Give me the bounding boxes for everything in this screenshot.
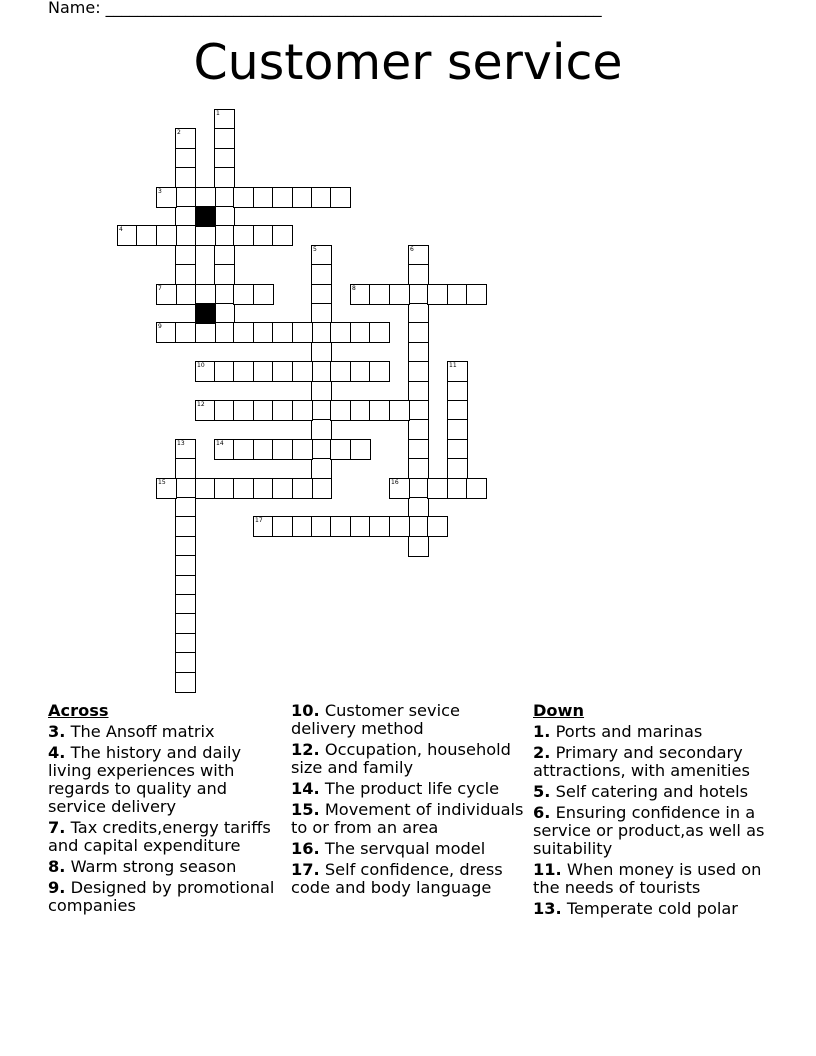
grid-cell[interactable] — [408, 245, 429, 266]
grid-cell[interactable] — [447, 478, 468, 499]
cell-number: 6 — [410, 246, 414, 253]
grid-cell[interactable] — [311, 284, 332, 305]
grid-cell[interactable] — [175, 284, 196, 305]
grid-black-cell — [195, 206, 216, 227]
grid-cell[interactable] — [292, 322, 313, 343]
across-heading: Across — [48, 701, 109, 720]
grid-cell[interactable] — [350, 439, 371, 460]
grid-cell[interactable] — [311, 303, 332, 324]
grid-cell[interactable] — [447, 381, 468, 402]
grid-cell[interactable] — [175, 536, 196, 557]
clue-down-1: 1. Ports and marinas — [533, 722, 703, 741]
grid-cell[interactable] — [175, 478, 196, 499]
grid-cell[interactable] — [272, 225, 293, 246]
grid-cell[interactable] — [311, 419, 332, 440]
grid-cell[interactable] — [311, 245, 332, 266]
grid-cell[interactable] — [408, 536, 429, 557]
grid-cell[interactable] — [292, 361, 313, 382]
grid-cell[interactable] — [195, 361, 216, 382]
grid-cell[interactable] — [369, 284, 390, 305]
grid-cell[interactable] — [175, 206, 196, 227]
grid-cell[interactable] — [175, 594, 196, 615]
cell-number: 11 — [449, 362, 457, 369]
grid-cell[interactable] — [272, 439, 293, 460]
grid-cell[interactable] — [272, 400, 293, 421]
cell-number: 9 — [158, 323, 162, 330]
cell-number: 4 — [119, 226, 123, 233]
grid-cell[interactable] — [272, 322, 293, 343]
grid-cell[interactable] — [253, 439, 274, 460]
grid-cell[interactable] — [311, 439, 332, 460]
grid-black-cell — [195, 303, 216, 324]
grid-cell[interactable] — [214, 245, 235, 266]
clue-across-12: 12. Occupation, household size and family — [291, 740, 511, 777]
cell-number: 14 — [216, 440, 224, 447]
grid-cell[interactable] — [253, 516, 274, 537]
clue-across-3: 3. The Ansoff matrix — [48, 722, 215, 741]
cell-number: 12 — [197, 401, 205, 408]
grid-cell[interactable] — [369, 361, 390, 382]
grid-cell[interactable] — [195, 225, 216, 246]
grid-cell[interactable] — [311, 342, 332, 363]
grid-cell[interactable] — [272, 516, 293, 537]
grid-cell[interactable] — [427, 478, 448, 499]
grid-cell[interactable] — [175, 264, 196, 285]
clue-across-17: 17. Self confidence, dress code and body language — [291, 860, 503, 897]
grid-cell[interactable] — [214, 187, 235, 208]
grid-cell[interactable] — [175, 439, 196, 460]
grid-cell[interactable] — [214, 478, 235, 499]
grid-cell[interactable] — [195, 400, 216, 421]
cell-number: 8 — [352, 285, 356, 292]
grid-cell[interactable] — [156, 187, 177, 208]
cell-number: 10 — [197, 362, 205, 369]
grid-cell[interactable] — [292, 516, 313, 537]
grid-cell[interactable] — [311, 381, 332, 402]
grid-cell[interactable] — [233, 225, 254, 246]
grid-cell[interactable] — [350, 400, 371, 421]
grid-cell[interactable] — [253, 400, 274, 421]
clue-down-2: 2. Primary and secondary attractions, with amenities — [533, 743, 750, 780]
grid-cell[interactable] — [175, 555, 196, 576]
across-clues-column-2 — [291, 702, 527, 900]
grid-cell[interactable] — [311, 458, 332, 479]
grid-cell[interactable] — [156, 225, 177, 246]
grid-cell[interactable] — [214, 322, 235, 343]
grid-cell[interactable] — [292, 187, 313, 208]
grid-cell[interactable] — [214, 225, 235, 246]
grid-cell[interactable] — [408, 264, 429, 285]
grid-cell[interactable] — [175, 167, 196, 188]
clue-down-6: 6. Ensuring confidence in a service or product,as well as suitability — [533, 803, 765, 858]
grid-cell[interactable] — [253, 187, 274, 208]
grid-cell[interactable] — [233, 361, 254, 382]
grid-cell[interactable] — [408, 303, 429, 324]
grid-cell[interactable] — [447, 458, 468, 479]
grid-cell[interactable] — [175, 633, 196, 654]
grid-cell[interactable] — [175, 128, 196, 149]
grid-cell[interactable] — [214, 109, 235, 130]
grid-cell[interactable] — [214, 439, 235, 460]
down-heading: Down — [533, 701, 585, 720]
across-clues-column-1 — [48, 702, 284, 918]
grid-cell[interactable] — [447, 439, 468, 460]
grid-cell[interactable] — [350, 284, 371, 305]
grid-cell[interactable] — [408, 361, 429, 382]
grid-cell[interactable] — [175, 322, 196, 343]
grid-cell[interactable] — [311, 516, 332, 537]
grid-cell[interactable] — [253, 322, 274, 343]
down-clues-column — [533, 702, 769, 921]
grid-cell[interactable] — [350, 361, 371, 382]
cell-number: 5 — [313, 246, 317, 253]
grid-cell[interactable] — [175, 613, 196, 634]
cell-number: 16 — [391, 479, 399, 486]
grid-cell[interactable] — [175, 458, 196, 479]
clue-across-10: 10. Customer sevice delivery method — [291, 701, 460, 738]
clue-down-13: 13. Temperate cold polar — [533, 899, 738, 918]
grid-cell[interactable] — [427, 516, 448, 537]
cell-number: 1 — [216, 110, 220, 117]
grid-cell[interactable] — [408, 419, 429, 440]
grid-cell[interactable] — [233, 187, 254, 208]
grid-cell[interactable] — [195, 187, 216, 208]
grid-cell[interactable] — [175, 652, 196, 673]
grid-cell[interactable] — [175, 148, 196, 169]
grid-cell[interactable] — [389, 400, 410, 421]
grid-cell[interactable] — [447, 361, 468, 382]
grid-cell[interactable] — [350, 322, 371, 343]
grid-cell[interactable] — [253, 225, 274, 246]
grid-cell[interactable] — [311, 361, 332, 382]
grid-cell[interactable] — [195, 478, 216, 499]
cell-number: 15 — [158, 479, 166, 486]
name-field-label: Name: ______________________________________________________________ — [48, 0, 602, 17]
grid-cell[interactable] — [311, 322, 332, 343]
grid-cell[interactable] — [408, 342, 429, 363]
grid-cell[interactable] — [214, 303, 235, 324]
grid-cell[interactable] — [156, 478, 177, 499]
grid-cell[interactable] — [253, 361, 274, 382]
grid-cell[interactable] — [175, 672, 196, 693]
grid-cell[interactable] — [330, 439, 351, 460]
grid-cell[interactable] — [292, 439, 313, 460]
grid-cell[interactable] — [117, 225, 138, 246]
grid-cell[interactable] — [292, 400, 313, 421]
grid-cell[interactable] — [272, 361, 293, 382]
grid-cell[interactable] — [447, 419, 468, 440]
grid-cell[interactable] — [466, 478, 487, 499]
grid-cell[interactable] — [408, 458, 429, 479]
grid-cell[interactable] — [272, 187, 293, 208]
clue-across-8: 8. Warm strong season — [48, 857, 237, 876]
grid-cell[interactable] — [214, 361, 235, 382]
grid-cell[interactable] — [408, 497, 429, 518]
grid-cell[interactable] — [330, 187, 351, 208]
grid-cell[interactable] — [408, 439, 429, 460]
grid-cell[interactable] — [350, 516, 371, 537]
cell-number: 7 — [158, 285, 162, 292]
grid-cell[interactable] — [233, 322, 254, 343]
cell-number: 17 — [255, 517, 263, 524]
grid-cell[interactable] — [175, 516, 196, 537]
grid-cell[interactable] — [214, 148, 235, 169]
clue-across-4: 4. The history and daily living experiences with regards to quality and service delivery — [48, 743, 242, 816]
grid-cell[interactable] — [214, 284, 235, 305]
grid-cell[interactable] — [233, 478, 254, 499]
grid-cell[interactable] — [175, 187, 196, 208]
page-title: Customer service — [193, 34, 623, 91]
grid-cell[interactable] — [408, 322, 429, 343]
grid-cell[interactable] — [292, 478, 313, 499]
grid-cell[interactable] — [369, 322, 390, 343]
clue-across-9: 9. Designed by promotional companies — [48, 878, 275, 915]
grid-cell[interactable] — [156, 322, 177, 343]
clue-across-15: 15. Movement of individuals to or from an area — [291, 800, 524, 837]
grid-cell[interactable] — [175, 225, 196, 246]
grid-cell[interactable] — [369, 400, 390, 421]
grid-cell[interactable] — [214, 128, 235, 149]
grid-cell[interactable] — [408, 516, 429, 537]
grid-cell[interactable] — [408, 381, 429, 402]
grid-cell[interactable] — [253, 284, 274, 305]
grid-cell[interactable] — [156, 284, 177, 305]
grid-cell[interactable] — [311, 478, 332, 499]
grid-cell[interactable] — [330, 400, 351, 421]
clue-across-14: 14. The product life cycle — [291, 779, 500, 798]
grid-cell[interactable] — [175, 575, 196, 596]
clue-across-16: 16. The servqual model — [291, 839, 486, 858]
grid-cell[interactable] — [233, 439, 254, 460]
grid-cell[interactable] — [330, 322, 351, 343]
grid-cell[interactable] — [408, 284, 429, 305]
grid-cell[interactable] — [389, 516, 410, 537]
grid-cell[interactable] — [447, 284, 468, 305]
grid-cell[interactable] — [389, 284, 410, 305]
grid-cell[interactable] — [136, 225, 157, 246]
grid-cell[interactable] — [214, 400, 235, 421]
grid-cell[interactable] — [311, 264, 332, 285]
grid-cell[interactable] — [369, 516, 390, 537]
grid-cell[interactable] — [214, 206, 235, 227]
cell-number: 3 — [158, 188, 162, 195]
grid-cell[interactable] — [214, 264, 235, 285]
grid-cell[interactable] — [408, 400, 429, 421]
cell-number: 13 — [177, 440, 185, 447]
grid-cell[interactable] — [233, 284, 254, 305]
clue-down-11: 11. When money is used on the needs of tourists — [533, 860, 762, 897]
grid-cell[interactable] — [253, 478, 274, 499]
clue-across-7: 7. Tax credits,energy tariffs and capital expenditure — [48, 818, 271, 855]
cell-number: 2 — [177, 129, 181, 136]
grid-cell[interactable] — [447, 400, 468, 421]
grid-cell[interactable] — [233, 400, 254, 421]
grid-cell[interactable] — [195, 322, 216, 343]
grid-cell[interactable] — [330, 516, 351, 537]
clue-down-5: 5. Self catering and hotels — [533, 782, 749, 801]
grid-cell[interactable] — [389, 478, 410, 499]
grid-cell[interactable] — [427, 284, 448, 305]
grid-cell[interactable] — [195, 284, 216, 305]
grid-cell[interactable] — [175, 245, 196, 266]
grid-cell[interactable] — [272, 478, 293, 499]
grid-cell[interactable] — [311, 400, 332, 421]
grid-cell[interactable] — [466, 284, 487, 305]
grid-cell[interactable] — [175, 497, 196, 518]
grid-cell[interactable] — [408, 478, 429, 499]
grid-cell[interactable] — [311, 187, 332, 208]
grid-cell[interactable] — [330, 361, 351, 382]
grid-cell[interactable] — [214, 167, 235, 188]
